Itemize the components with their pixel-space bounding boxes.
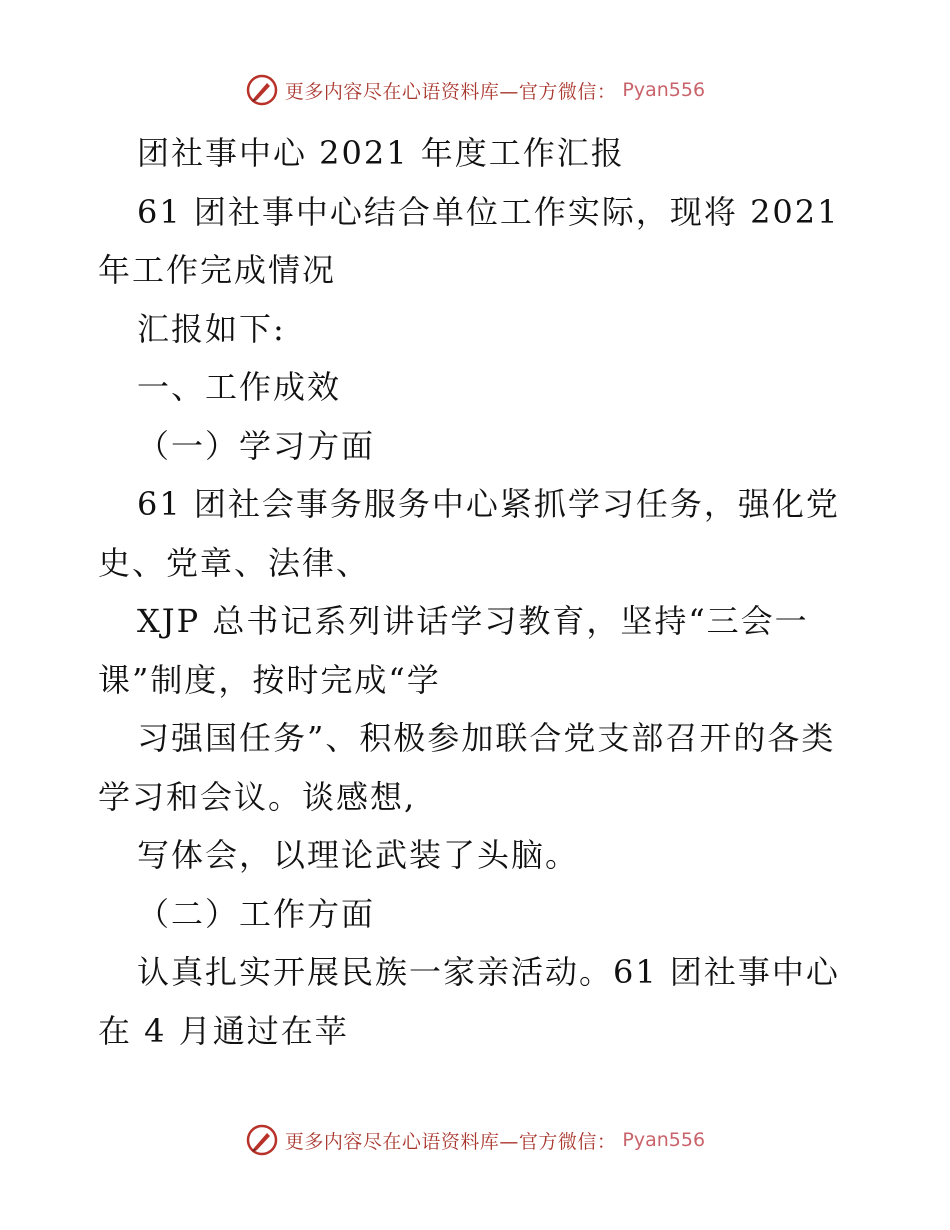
paragraph-line: XJP 总书记系列讲话学习教育，坚持“三会一 [137,602,809,640]
paragraph-line: 史、党章、法律、 [98,543,371,582]
pen-logo-icon [245,1123,279,1157]
pen-logo-icon [245,73,279,107]
subsection-heading: （一）学习方面 [137,426,376,465]
header-watermark-text: 更多内容尽在心语资料库—官方微信： [284,80,617,103]
document-body [98,124,878,1060]
section-heading: 一、工作成效 [137,368,342,406]
paragraph-line: 年工作完成情况 [98,251,337,289]
paragraph-line: 认真扎实开展民族一家亲活动。61 团社事中心 [137,953,840,991]
paragraph-line: 61 团社事中心结合单位工作实际，现将 2021 [137,192,840,231]
paragraph-line: 写体会，以理论武装了头脑。 [137,836,580,874]
header-watermark-id: Pyan556 [622,79,706,101]
footer-watermark-text: 更多内容尽在心语资料库—官方微信： [284,1130,617,1153]
footer-watermark-banner [0,1120,950,1160]
paragraph-line: 习强国任务”、积极参加联合党支部召开的各类 [137,719,836,757]
paragraph-line: 在 4 月通过在苹 [98,1011,349,1050]
footer-watermark-id: Pyan556 [622,1129,706,1151]
subsection-heading: （二）工作方面 [137,894,376,933]
paragraph-line: 学习和会议。谈感想, [98,777,417,816]
paragraph-line: 汇报如下: [137,309,286,348]
document-title: 团社事中心 2021 年度工作汇报 [137,134,625,172]
paragraph-line: 61 团社会事务服务中心紧抓学习任务，强化党 [137,485,840,523]
paragraph-line: 课”制度，按时完成“学 [98,660,441,699]
header-watermark-banner [0,70,950,110]
